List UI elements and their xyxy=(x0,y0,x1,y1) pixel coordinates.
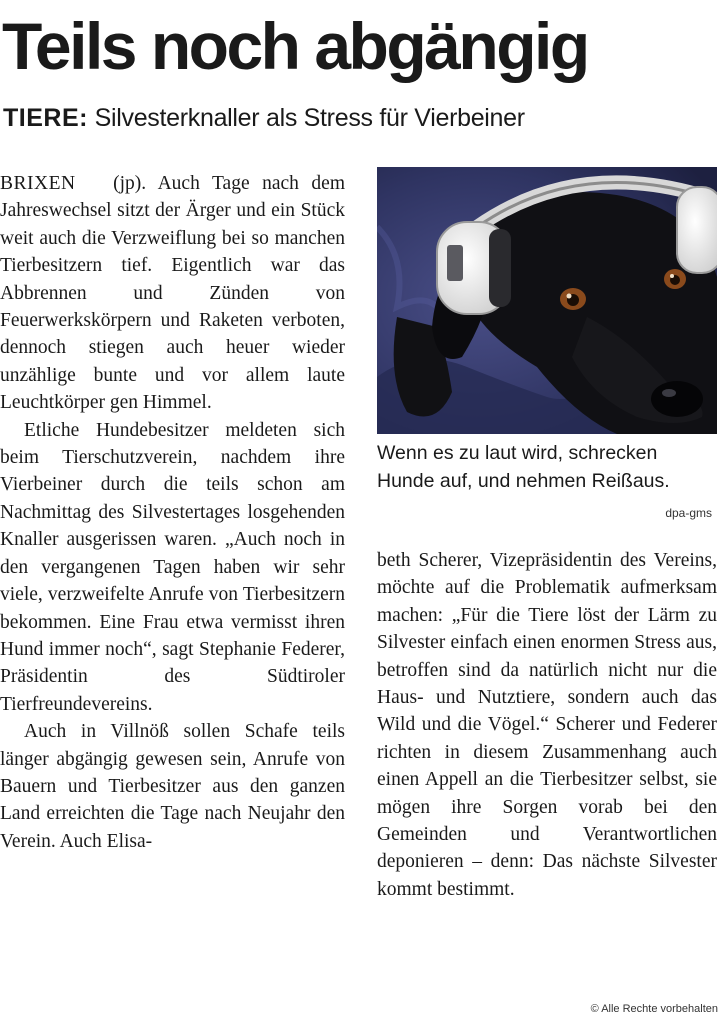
dateline: BRIXEN xyxy=(0,173,76,194)
article-column-right xyxy=(377,547,717,903)
subheadline-line xyxy=(3,100,718,136)
kicker: TIERE: xyxy=(3,104,88,132)
headline: Teils noch abgängig xyxy=(2,9,588,83)
agency-tag: (jp). xyxy=(113,173,147,194)
paragraph-1-text: Auch Tage nach dem Jahreswechsel sitzt der Ärger und ein Stück weit auch die Verzweiflung bei so manchen Tierbesitzern tief. Eigentlich war das Abbrennen und Zünden von Feuerwerkskörpern und Raketen verboten, dennoch stiegen auch heuer wieder unzählige bunte und vor allem laute Leuchtkörper gen Himmel. xyxy=(0,173,345,414)
photo-caption: Wenn es zu laut wird, schrecken Hunde auf, und nehmen Reißaus. xyxy=(377,442,670,492)
paragraph-3: Auch in Villnöß sollen Schafe teils länger abgängig gewesen sein, Anrufe von Bauern und Tierbesitzer aus den ganzen Land erreichten die Tage nach Neujahr den Verein. Auch Elisa- xyxy=(0,721,345,852)
photo-credit: dpa-gms xyxy=(665,506,712,520)
paragraph-3-continued: beth Scherer, Vizepräsidentin des Vereins, möchte auf die Problematik aufmerksam machen: „Für die Tiere löst der Lärm zu Silvester einfach einen enormen Stress aus, betroffen sind da natürlich nicht nur die Haus- und Nutztiere, sondern auch das Wild und die Vögel.“ Scherer und Federer richten in diesem Zusammenhang auch einen Appell an die Tierbesitzer selbst, sie mögen ihre Sorgen vorab bei den Gemeinden und Verantwortlichen deponieren – denn: Das nächste Silvester kommt bestimmt. xyxy=(377,550,717,900)
dog-with-headphones-photo xyxy=(377,167,717,434)
copyright-notice: © Alle Rechte vorbehalten xyxy=(590,1003,718,1015)
dog-illustration xyxy=(377,167,717,434)
article-column-left xyxy=(0,170,345,855)
subheadline: Silvesterknaller als Stress für Vierbeiner xyxy=(94,104,525,132)
paragraph-2: Etliche Hundebesitzer meldeten sich beim Tierschutzverein, nachdem ihre Vierbeiner durch die teils schon am Nachmittag des Silvestertages losgehenden Knaller ausgerissen waren. „Auch noch in den vergangenen Tagen haben wir sehr viele, verzweifelte Anrufe von Tierbesitzern bekommen. Eine Frau etwa vermisst ihren Hund immer noch“, sagt Stephanie Federer, Präsidentin des Südtiroler Tierfreundevereins. xyxy=(0,419,345,715)
paragraph-1 xyxy=(0,170,345,417)
